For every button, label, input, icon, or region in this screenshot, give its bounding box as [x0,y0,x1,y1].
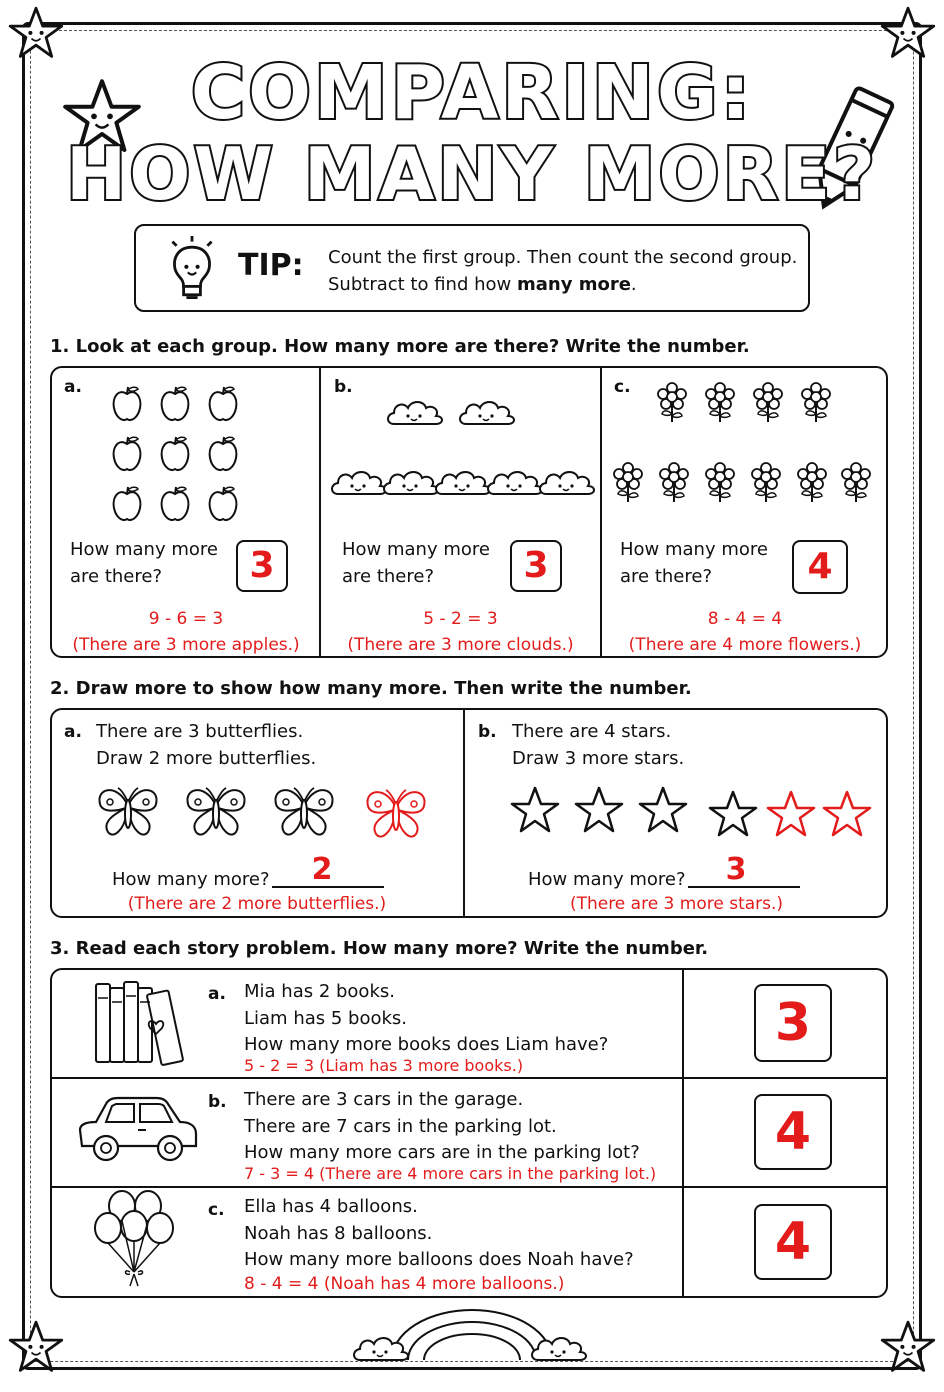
q2a-explanation: (There are 2 more butterflies.) [127,894,387,914]
tip-line2-post: . [630,274,637,295]
cloud-icon [386,394,526,434]
q3b-line1: There are 3 cars in the garage. [244,1089,524,1110]
q1b-prompt-line2: are there? [342,566,435,587]
q1a-prompt-line1: How many more [70,539,218,560]
q1b-label: b. [334,377,353,397]
q1c-prompt-line1: How many more [620,539,768,560]
tip-label: TIP: [238,248,304,283]
balloons-icon [94,1190,176,1290]
q1b-prompt-line1: How many more [342,539,490,560]
q3c-line3: How many more balloons does Noah have? [244,1249,634,1270]
q3a-line3: How many more books does Liam have? [244,1034,609,1055]
q3b-text [244,1087,640,1167]
q3a-answer-box[interactable]: 3 [754,984,832,1062]
q3c-line2: Noah has 8 balloons. [244,1222,433,1244]
q3b-label: b. [208,1092,227,1112]
q2a-answer[interactable]: 2 [311,852,333,887]
q3c-line1: Ella has 4 balloons. [244,1196,418,1217]
q2-heading: 2. Draw more to show how many more. Then write the number. [50,678,692,699]
q3a-label: a. [208,984,226,1004]
q3-heading: 3. Read each story problem. How many more? Write the number. [50,938,709,959]
q1c-prompt-line2: are there? [620,566,713,587]
q1a-label: a. [64,377,82,397]
q2b-explanation: (There are 3 more stars.) [569,894,784,914]
q3b-solution: 7 - 3 = 4 (There are 4 more cars in the parking lot.) [244,1164,657,1183]
q3c-answer-box[interactable]: 4 [754,1204,832,1280]
page-title-line2: HOW MANY MORE? [65,132,879,216]
tip-line2-pre: Subtract to find how [328,274,517,295]
q1a-explanation: (There are 3 more apples.) [72,635,300,655]
q1b-equation: 5 - 2 = 3 [423,609,498,629]
q3a-solution: 5 - 2 = 3 (Liam has 3 more books.) [244,1056,524,1075]
q1a-solution [52,606,320,658]
car-icon [76,1094,200,1166]
star-icon [510,786,870,838]
tip-line1: Count the first group. Then count the second group. [328,247,798,268]
q2a-prompt: How many more? [112,869,270,890]
q3b-line3: How many more cars are in the parking lot? [244,1142,640,1163]
q2a-text [96,718,316,772]
q2a-label: a. [64,722,82,742]
q1c-label: c. [614,377,631,397]
tip-line2 [328,271,797,298]
q1c-prompt [620,536,768,590]
q2b-line2: Draw 3 more stars. [512,748,685,769]
q1-heading: 1. Look at each group. How many more are there? Write the number. [50,336,750,357]
q1a-prompt [70,536,218,590]
butterfly-icon [96,784,436,846]
page-title-line1: COMPARING: [190,50,754,136]
q3a-line1: Mia has 2 books. [244,981,395,1002]
q1b-answer-box[interactable]: 3 [510,540,562,592]
flower-icon [656,382,836,442]
q2a-line2: Draw 2 more butterflies. [96,748,317,769]
q1b-solution [321,606,600,658]
q1c-answer-box[interactable]: 4 [792,540,848,594]
corner-star-icon [880,1320,936,1376]
cloud-icon [330,464,592,500]
q2a-line1: There are 3 butterflies. [96,721,304,742]
corner-star-icon [8,1320,64,1376]
apple-icon [112,386,248,524]
q3b-answer-box[interactable]: 4 [754,1094,832,1170]
q2b-prompt: How many more? [528,869,686,890]
q1b-prompt [342,536,490,590]
q1c-equation: 8 - 4 = 4 [707,609,783,629]
q1a-prompt-line2: are there? [70,566,163,587]
rainbow-icon [352,1300,592,1366]
q3a-text [244,979,608,1059]
tip-box [134,224,810,312]
books-icon [94,978,190,1068]
q2b-label: b. [478,722,497,742]
q1a-answer-box[interactable]: 3 [236,540,288,592]
q3c-solution: 8 - 4 = 4 (Noah has 4 more balloons.) [244,1274,565,1294]
q2b-line1: There are 4 stars. [512,721,672,742]
q3c-label: c. [208,1200,225,1220]
q1b-explanation: (There are 3 more clouds.) [347,635,574,655]
tip-line2-bold: many more [516,274,631,295]
q2b-answer[interactable]: 3 [725,852,747,887]
lightbulb-icon [164,236,220,306]
q1c-explanation: (There are 4 more flowers.) [628,635,862,655]
flower-icon [612,462,874,522]
q3b-line2: There are 7 cars in the parking lot. [244,1115,557,1137]
q2b-text [512,718,684,772]
q1a-equation: 9 - 6 = 3 [148,609,224,629]
q3a-line2: Liam has 5 books. [244,1007,408,1029]
q3c-text [244,1194,634,1274]
q1c-solution [602,606,888,658]
tip-text [328,244,797,298]
